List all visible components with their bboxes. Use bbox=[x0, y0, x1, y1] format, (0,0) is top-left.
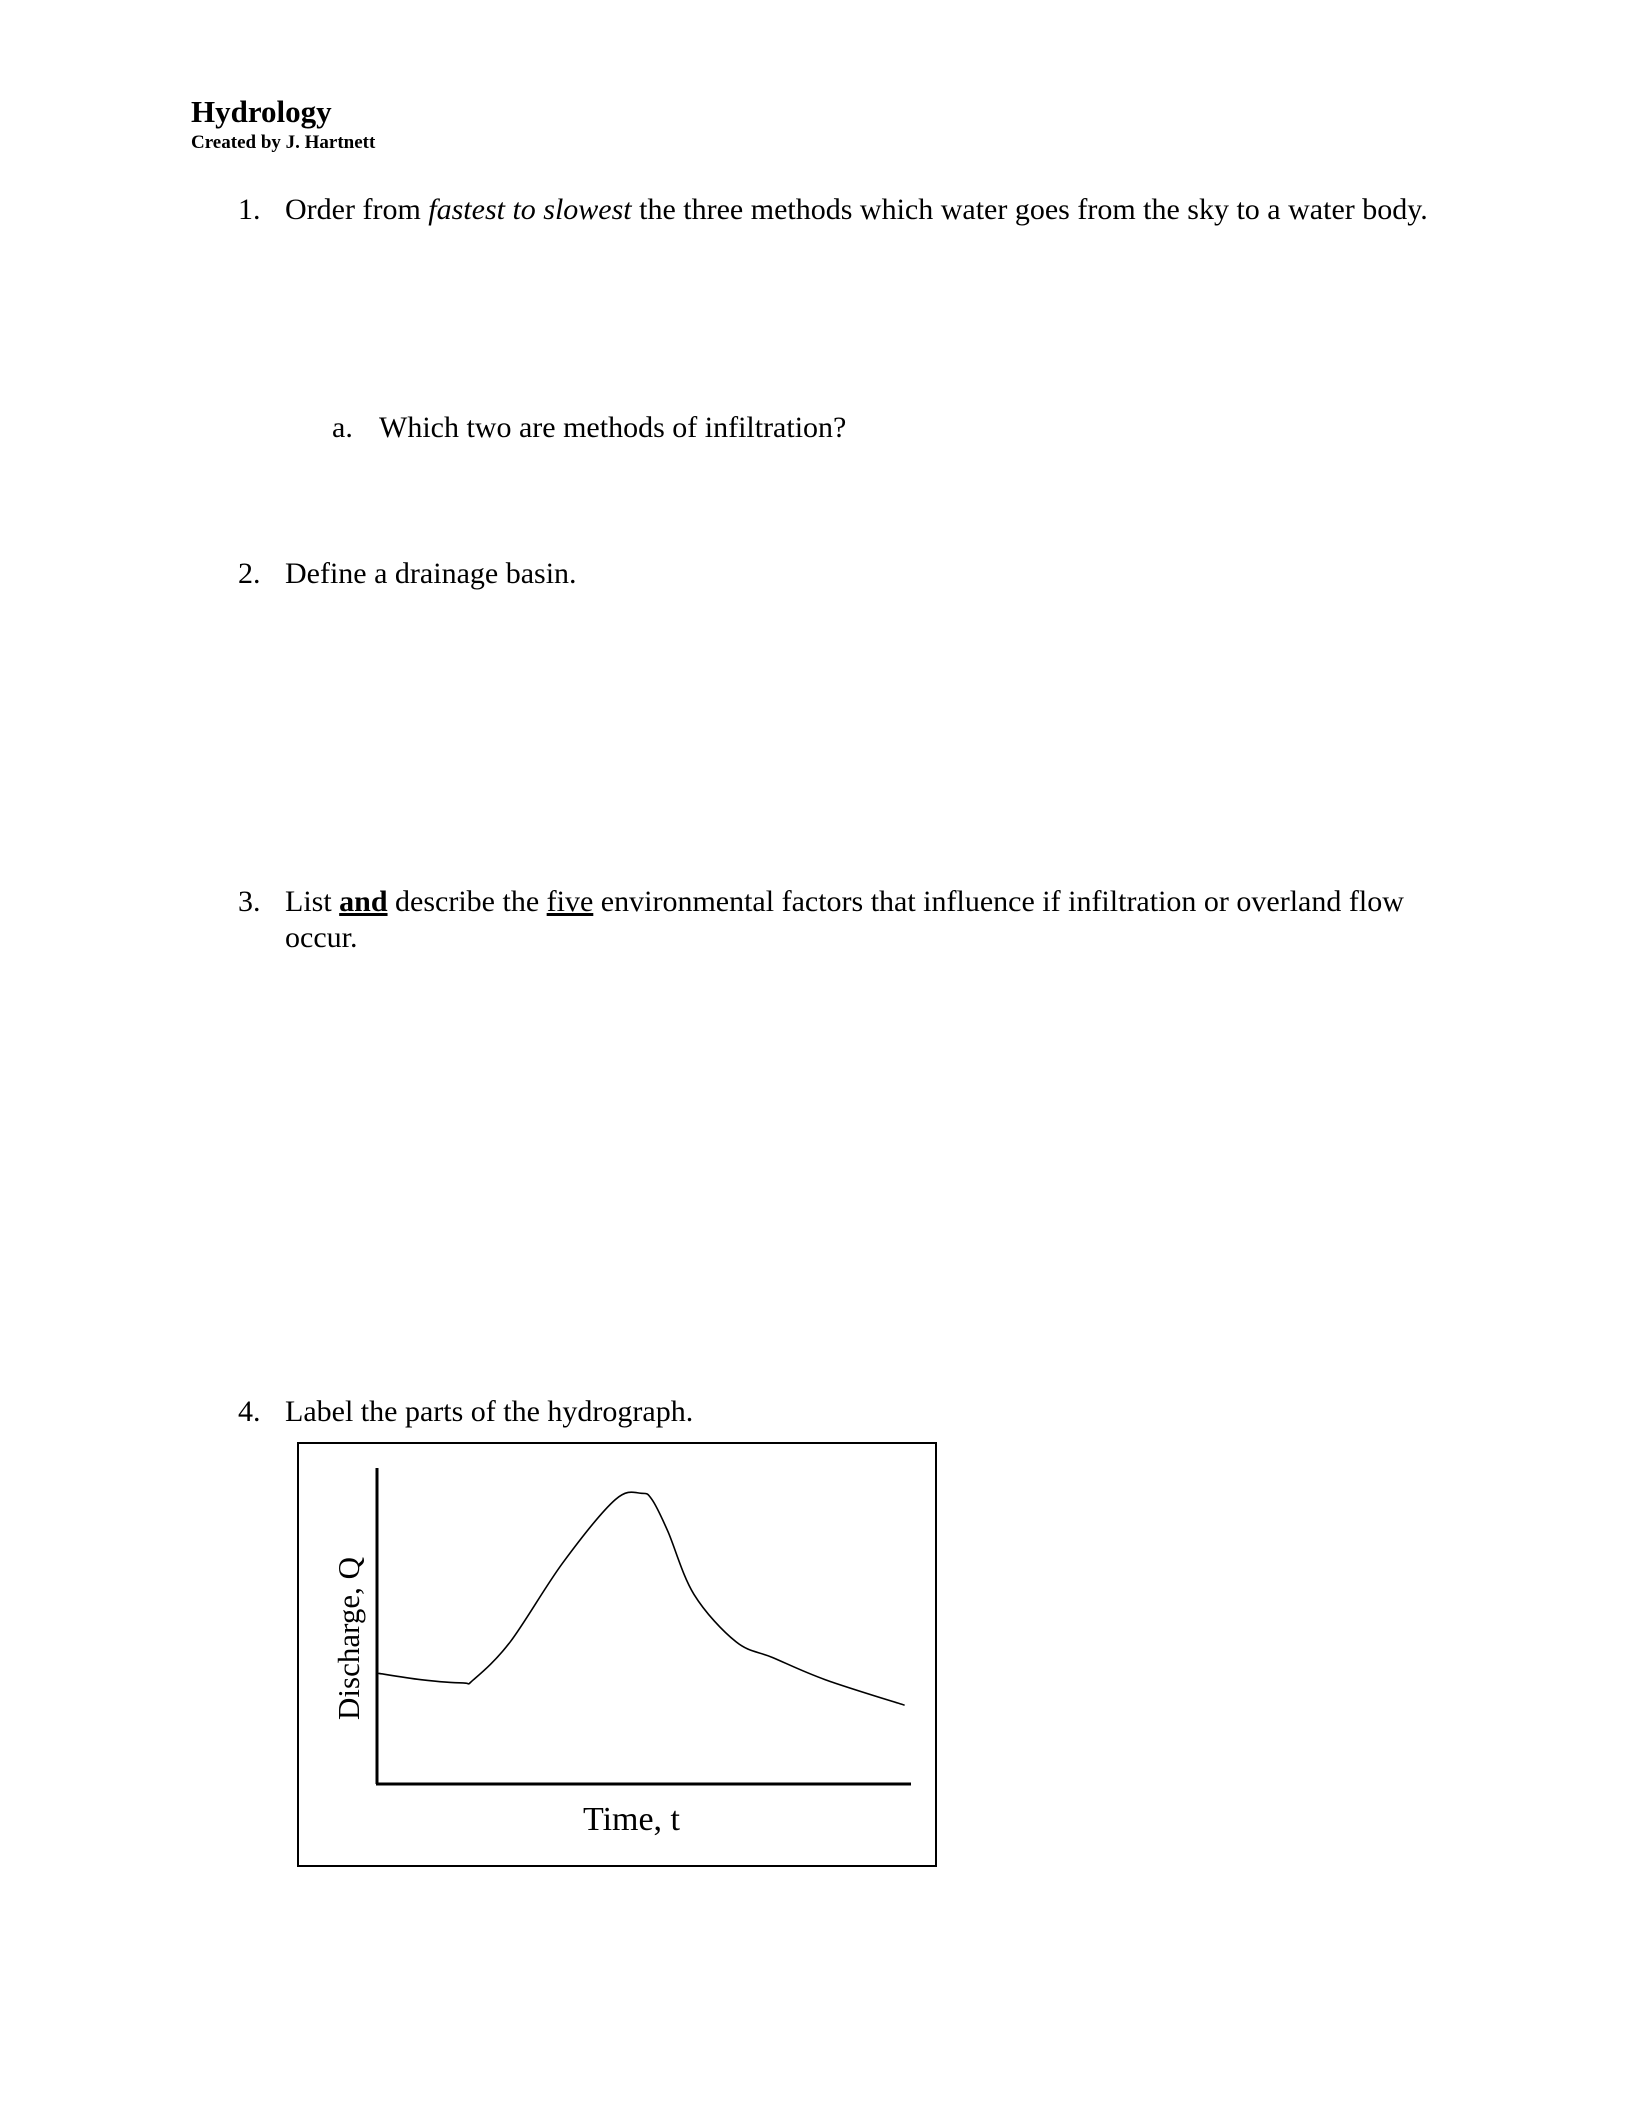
discharge-line bbox=[379, 1492, 904, 1705]
question-emphasis: fastest to slowest bbox=[428, 193, 632, 226]
question-number: 3. bbox=[238, 885, 261, 918]
question-number: a. bbox=[332, 411, 353, 444]
question-text bbox=[285, 192, 1445, 228]
question-number: 2. bbox=[238, 557, 261, 590]
question-text-part: List bbox=[285, 885, 340, 918]
question-number: 4. bbox=[238, 1395, 261, 1428]
question-text: Define a drainage basin. bbox=[285, 557, 577, 590]
x-axis-label: Time, t bbox=[583, 1801, 681, 1838]
question-text-part: describe the bbox=[387, 885, 547, 918]
question-bold-underline: and bbox=[339, 885, 388, 918]
question-number: 1. bbox=[238, 193, 261, 226]
question-text-part: Order from bbox=[285, 193, 429, 226]
question-underline: five bbox=[546, 885, 594, 918]
question-text: Which two are methods of infiltration? bbox=[379, 411, 847, 444]
question-text-part: the three methods which water goes from the sky to a water body. bbox=[631, 193, 1428, 226]
question-text-part: environmental factors that influence if infiltration or overland flow occur. bbox=[285, 885, 1404, 954]
question-text bbox=[285, 884, 1445, 956]
question-text: Label the parts of the hydrograph. bbox=[285, 1395, 694, 1428]
hydrograph-chart bbox=[297, 1442, 937, 1867]
y-axis-label: Discharge, Q bbox=[331, 1557, 366, 1720]
document-title: Hydrology bbox=[191, 94, 332, 129]
document-author: Created by J. Hartnett bbox=[191, 132, 376, 153]
